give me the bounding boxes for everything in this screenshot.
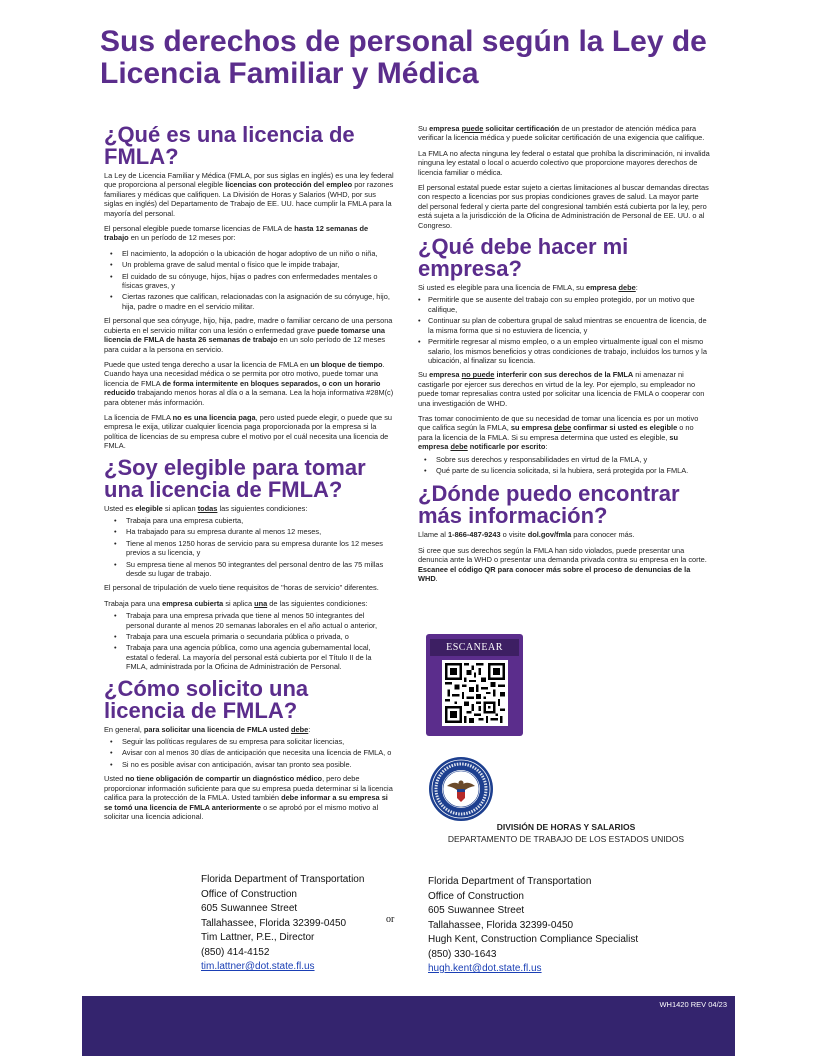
list-item: • Ciertas razones que califican, relacionadas con la asignación de su cónyuge, hijo, hija, padre o madre en el servicio militar. <box>104 292 394 311</box>
list-item: • Tiene al menos 1250 horas de servicio para su empresa durante los 12 meses previos a su licencia, y <box>104 539 394 558</box>
paragraph: Tras tomar conocimiento de que su necesidad de tomar una licencia es por un motivo que califica según la FMLA, su empresa debe confirmar si usted es elegible o no para la licencia de la FMLA. Si su empresa determina que usted es elegible, su empresa debe notificarle por escrito: <box>418 413 699 452</box>
list-item: • Si no es posible avisar con anticipación, avisar tan pronto sea posible. <box>104 760 394 769</box>
list-item: • Permitirle que se ausente del trabajo con su empleo protegido, por un motivo que califique, <box>418 295 710 314</box>
right-column <box>418 124 710 589</box>
contact-line: 605 Suwannee Street <box>428 905 525 916</box>
page-title: Sus derechos de personal según la Ley de Licencia Familiar y Médica <box>100 25 707 90</box>
contact-block-left <box>201 873 364 975</box>
contact-block-right <box>428 875 638 977</box>
contact-line: Florida Department of Transportation <box>201 874 365 885</box>
paragraph: Usted no tiene obligación de compartir un diagnóstico médico, pero debe proporcionar información suficiente para que su empresa pueda determinar si la licencia califica para la protección de la FMLA. Usted también debe informar a su empresa si se tomó una licencia de FMLA anteriormente o se aprobó por el mismo motivo al solicitar una licencia adicional. <box>104 774 393 821</box>
written-notice-list <box>418 455 710 476</box>
paragraph: Si usted es elegible para una licencia de FMLA, su empresa debe: <box>418 283 638 293</box>
contact-line: Office of Construction <box>201 888 297 900</box>
list-item: • Permitirle regresar al mismo empleo, o a un empleo virtualmente igual con el mismo salario, los mismos beneficios y otras condiciones de trabajo, incluidos los turnos y la ubicación, al finalizar su licencia. <box>418 337 710 365</box>
section-heading-what-is-fmla: ¿Qué es una licencia de FMLA? <box>104 122 355 169</box>
contact-line: Tim Lattner, P.E., Director <box>201 932 315 943</box>
contact-email-link[interactable]: hugh.kent@dot.state.fl.us <box>428 963 542 974</box>
paragraph: Usted es elegible si aplican todas las siguientes condiciones: <box>104 503 308 513</box>
paragraph: Llame al 1-866-487-9243 o visite dol.gov/fmla para conocer más. <box>418 530 635 540</box>
list-item: • Avisar con al menos 30 días de anticipación que necesita una licencia de FMLA, o <box>104 748 394 757</box>
paragraph: En general, para solicitar una licencia de FMLA usted debe: <box>104 724 311 734</box>
paragraph: Su empresa no puede interferir con sus derechos de la FMLA ni amenazar ni castigarle por ejercer sus derechos en virtud de la ley. Por ejemplo, su empleador no puede tomar represalias contra usted por solicitar una licencia de FMLA o cooperar con una investigación de WHD. <box>418 370 705 408</box>
list-item: • Trabaja para una empresa privada que tiene al menos 50 integrantes del personal durante al menos 20 semanas laborales en el año actual o anterior, <box>104 611 394 630</box>
department-title: DEPARTAMENTO DE TRABAJO DE LOS ESTADOS UNIDOS <box>447 834 685 844</box>
paragraph: Trabaja para una empresa cubierta si aplica una de las siguientes condiciones: <box>104 598 368 608</box>
contact-line: 605 Suwannee Street <box>201 903 298 914</box>
list-item: • Seguir las políticas regulares de su empresa para solicitar licencias, <box>104 737 394 746</box>
contact-phone: (850) 414-4152 <box>201 946 270 958</box>
left-column <box>104 124 394 827</box>
form-number: WH1420 REV 04/23 <box>659 1000 727 1009</box>
contact-line: Office of Construction <box>428 890 524 902</box>
contact-line: Tallahassee, Florida 32399-0450 <box>428 919 574 931</box>
department-of-labor-seal-icon <box>428 756 494 822</box>
list-item: • Trabaja para una empresa cubierta, <box>104 516 394 525</box>
list-item: • Trabaja para una agencia pública, como una agencia gubernamental local, estatal o federal. La mayoría del personal está cubierta por el Título II de la FMLA, administrada por la Oficina de Administración de Personal. <box>104 643 394 671</box>
paragraph: La licencia de FMLA no es una licencia paga, pero usted puede elegir, o puede que su empresa le exija, utilizar cualquier licencia paga proporcionada por la empresa si la política de licencias de su empresa cubre el motivo por el cuál necesita una licencia de FMLA. <box>104 412 393 451</box>
contact-line: Hugh Kent, Construction Compliance Specialist <box>428 934 639 945</box>
paragraph: El personal estatal puede estar sujeto a ciertas limitaciones al buscar demandas directas con respecto a licencias por sus propias condiciones graves de salud. La mayor parte del personal federal y cierta parte del congresional también está cubierta por la ley, pero está sujeta a la jurisdicción de la Oficina de Administración de Personal de EE. UU. o al Congreso. <box>418 183 709 230</box>
paragraph: El personal de tripulación de vuelo tiene requisitos de "horas de servicio" diferentes. <box>104 583 379 593</box>
qr-scan-label: ESCANEAR <box>430 639 519 656</box>
paragraph: El personal que sea cónyuge, hijo, hija, padre, madre o familiar cercano de una persona cubierta en el servicio militar con una lesión o enfermedad grave puede tomarse una licencia de FMLA de hasta 26 semanas de trabajo en un solo período de 12 meses para cuidar a la persona en servicio. <box>104 316 393 354</box>
list-item: • El cuidado de su cónyuge, hijos, hijas o padres con enfermedades mentales o físicas graves, y <box>104 272 394 291</box>
contact-email-link[interactable]: tim.lattner@dot.state.fl.us <box>201 961 315 972</box>
section-heading-how-to-request: ¿Cómo solicito una licencia de FMLA? <box>104 675 309 723</box>
list-item: • Ha trabajado para su empresa durante al menos 12 meses, <box>104 527 394 536</box>
contact-phone: (850) 330-1643 <box>428 948 497 960</box>
paragraph: La Ley de Licencia Familiar y Médica (FMLA, por sus siglas en inglés) es una ley federal que proporciona al personal elegible licencias con protección del empleo por razones familiares y médicas que califiquen. La División de Horas y Salarios (WHD, por sus siglas en inglés) del Departamento de Trabajo de EE. UU. hace cumplir la FMLA para la mayoría del personal. <box>104 171 394 218</box>
or-separator: or <box>386 914 395 925</box>
footer-bar <box>82 996 735 1056</box>
employer-duties-list <box>418 295 710 365</box>
list-item: • El nacimiento, la adopción o la ubicación de hogar adoptivo de un niño o niña, <box>104 249 394 258</box>
list-item: • Un problema grave de salud mental o físico que le impide trabajar, <box>104 260 394 269</box>
reasons-list <box>104 249 394 311</box>
covered-employer-list <box>104 611 394 671</box>
section-heading-employer-duties: ¿Qué debe hacer mi empresa? <box>418 234 629 282</box>
list-item: • Sobre sus derechos y responsabilidades en virtud de la FMLA, y <box>418 455 710 464</box>
list-item: • Qué parte de su licencia solicitada, si la hubiera, será protegida por la FMLA. <box>418 466 710 475</box>
paragraph: La FMLA no afecta ninguna ley federal o estatal que prohíba la discriminación, ni invalida ninguna ley estatal o local o acuerdo colectivo que proporcione mayores derechos de licencia familiar o médica. <box>418 148 710 177</box>
section-heading-more-info: ¿Dónde puedo encontrar más información? <box>418 481 680 529</box>
eligibility-list <box>104 516 394 578</box>
list-item: • Trabaja para una escuela primaria o secundaria pública o privada, o <box>104 632 394 641</box>
list-item: • Su empresa tiene al menos 50 integrantes del personal dentro de las 75 millas desde su lugar de trabajo. <box>104 560 394 579</box>
paragraph: Su empresa puede solicitar certificación de un prestador de atención médica para verificar la licencia médica y puede solicitar certificación de una exigencia que califique. <box>418 124 705 143</box>
contact-line: Florida Department of Transportation <box>428 876 592 887</box>
list-item: • Continuar su plan de cobertura grupal de salud mientras se encuentra de licencia, de la misma forma que si no estuviera de licencia, y <box>418 316 710 335</box>
request-list <box>104 737 394 769</box>
section-heading-eligibility: ¿Soy elegible para tomar una licencia de FMLA? <box>104 454 366 502</box>
paragraph: Si cree que sus derechos según la FMLA han sido violados, puede presentar una denuncia ante la WHD o presentar una demanda privada contra su empresa en la corte. Escanee el código QR para conocer más sobre el proceso de denuncias de la WHD. <box>418 545 707 583</box>
division-title: DIVISIÓN DE HORAS Y SALARIOS <box>496 822 636 832</box>
contact-line: Tallahassee, Florida 32399-0450 <box>201 917 347 929</box>
paragraph: Puede que usted tenga derecho a usar la licencia de FMLA en un bloque de tiempo. Cuando haya una necesidad médica o se permita por otro motivo, puede tomar una licencia de FMLA de forma intermitente en bloques separados, o con un horario reducido trabajando menos horas al día o a la semana. Lea la hoja informativa #28M(c) para obtener más información. <box>104 359 394 407</box>
paragraph: El personal elegible puede tomarse licencias de FMLA de hasta 12 semanas de trabajo en un período de 12 meses por: <box>104 224 369 243</box>
qr-code-icon[interactable] <box>442 660 508 726</box>
qr-scan-card[interactable] <box>426 634 523 736</box>
